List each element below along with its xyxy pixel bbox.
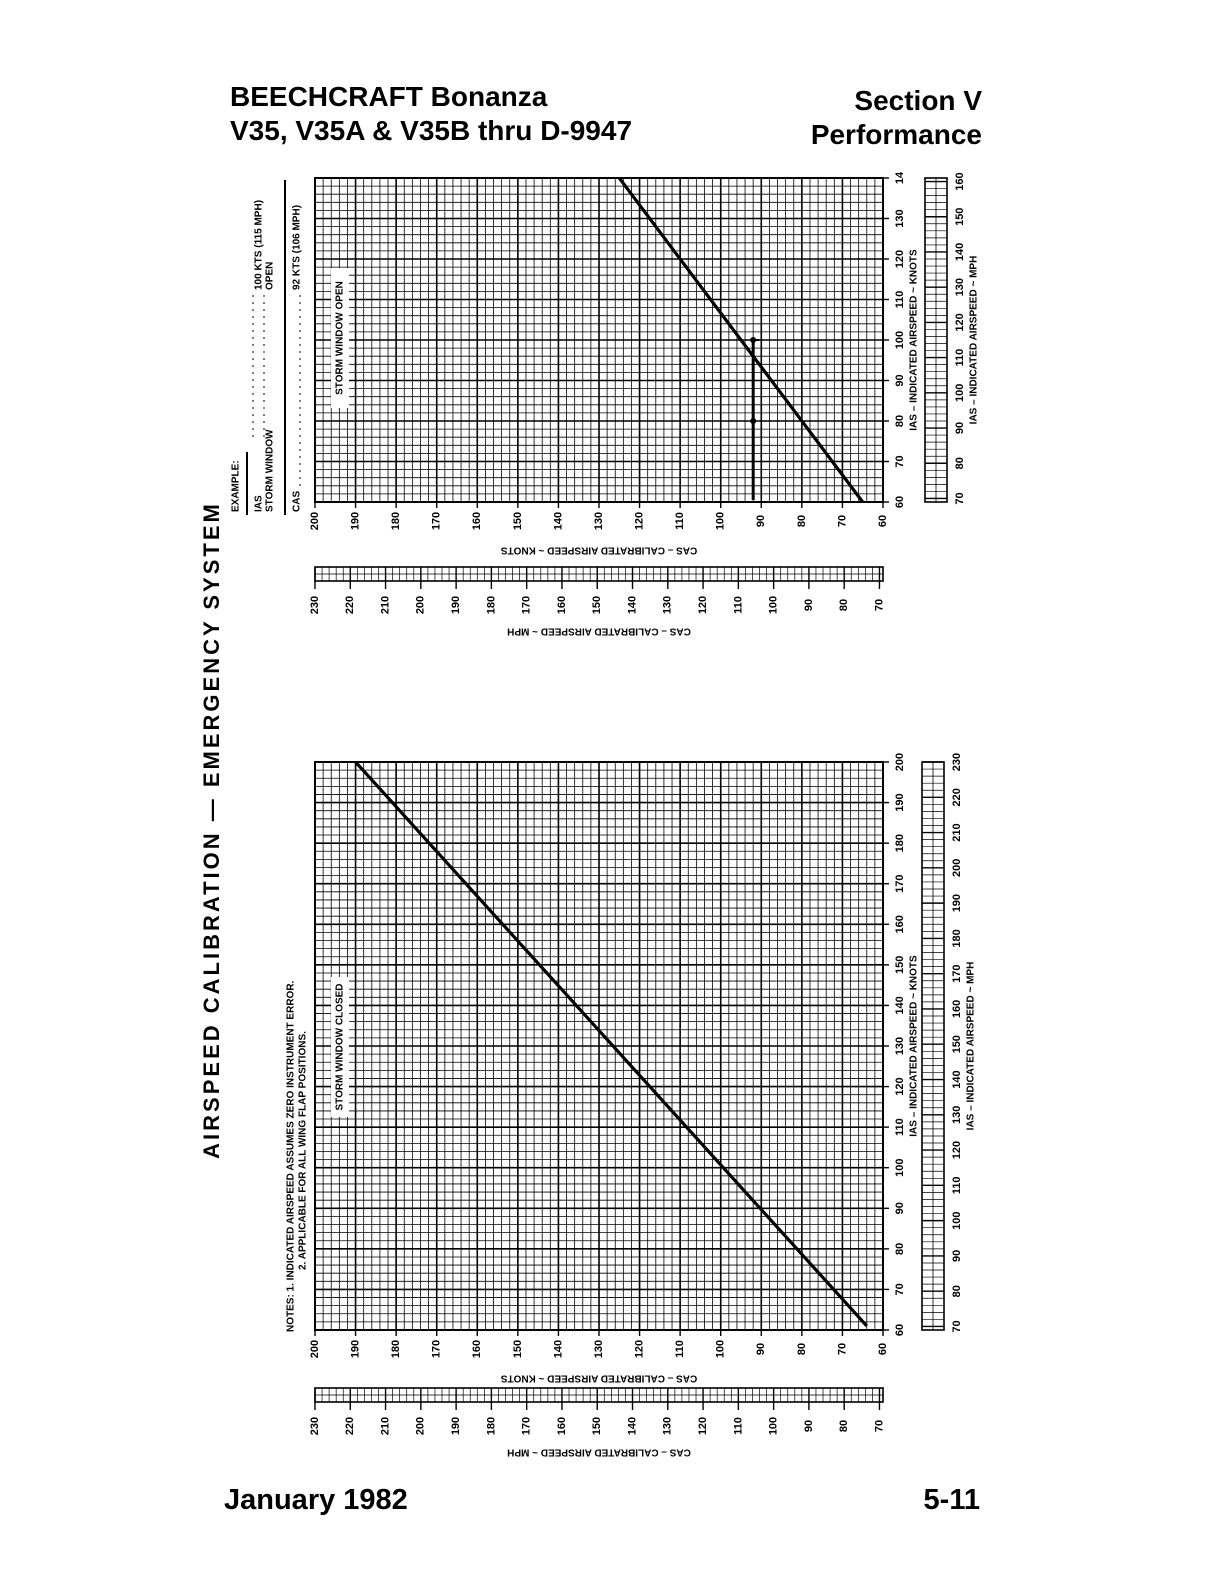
chart2-cas-mph-tick-label: 90 bbox=[802, 1419, 815, 1433]
chart2-cas-knots-tick-label: 130 bbox=[592, 1339, 605, 1359]
chart2-cas-knots-tick-label: 100 bbox=[714, 1339, 727, 1359]
chart1-cas-mph-tick-label: 230 bbox=[308, 595, 321, 615]
chart1-ias-mph-tick-label: 100 bbox=[953, 383, 966, 403]
chart2-ias-mph-tick-label: 230 bbox=[950, 752, 963, 772]
chart2-ias-mph-tick-label: 130 bbox=[950, 1105, 963, 1124]
chart1-cas-knots-tick-label: 60 bbox=[876, 514, 889, 528]
chart1-cas-mph-tick-label: 130 bbox=[661, 595, 674, 615]
chart1-cas-knots-tick-label: 120 bbox=[633, 511, 646, 531]
chart2-cas-mph-tick-label: 100 bbox=[767, 1416, 780, 1436]
chart-notes-line1: NOTES: 1. INDICATED AIRSPEED ASSUMES ZERO INSTRUMENT ERROR. bbox=[285, 980, 297, 1332]
chart2-ias-knots-tick-label: 120 bbox=[893, 1077, 906, 1096]
chart2-ias-knots-tick-label: 190 bbox=[893, 793, 906, 812]
example-point-marker bbox=[750, 337, 756, 343]
chart1-ias-mph-tick-label: 70 bbox=[953, 492, 966, 505]
chart2-cas-mph-tick-label: 220 bbox=[344, 1416, 357, 1436]
chart1-ias-mph-tick-label: 150 bbox=[953, 207, 966, 226]
footer-page-number: 5-11 bbox=[923, 1484, 980, 1516]
chart2-ias-knots-tick-label: 140 bbox=[893, 996, 906, 1015]
chart1-ias-knots-tick-label: 120 bbox=[893, 249, 906, 269]
chart2-cas-mph-tick-label: 180 bbox=[485, 1416, 498, 1436]
example-storm-label: STORM WINDOW bbox=[264, 429, 276, 512]
chart1-ias-mph-tick-label: 160 bbox=[953, 172, 966, 191]
chart2-ias-knots-tick-label: 150 bbox=[893, 955, 906, 975]
example-cas-value: 92 KTS (106 MPH) bbox=[291, 204, 303, 290]
chart1-cas-knots-tick-label: 180 bbox=[390, 511, 403, 531]
chart1-ias-knots-tick-label: 100 bbox=[893, 330, 906, 350]
chart2-cas-mph-tick-label: 190 bbox=[450, 1416, 463, 1436]
chart2-cas-mph-tick-label: 140 bbox=[626, 1416, 639, 1436]
example-arrow-marker bbox=[750, 418, 756, 424]
chart2-cas-knots-axis-label: CAS – CALIBRATED AIRSPEED ~ KNOTS bbox=[500, 1372, 698, 1384]
example-ias-label: IAS bbox=[253, 495, 265, 512]
chart1-ias-knots-axis-label: IAS – INDICATED AIRSPEED ~ KNOTS bbox=[908, 249, 920, 431]
chart1-ias-knots-tick-label: 70 bbox=[893, 455, 906, 468]
chart2-ias-mph-tick-label: 140 bbox=[950, 1070, 963, 1089]
chart2-ias-mph-tick-label: 180 bbox=[950, 929, 963, 948]
chart2-ias-mph-axis-label: IAS – INDICATED AIRSPEED ~ MPH bbox=[965, 961, 977, 1131]
chart1-cas-knots-tick-label: 130 bbox=[592, 511, 605, 531]
chart2-cas-mph-tick-label: 170 bbox=[520, 1416, 533, 1436]
chart1-cas-mph-tick-label: 200 bbox=[414, 595, 427, 615]
chart1-cas-mph-axis-label: CAS – CALIBRATED AIRSPEED ~ MPH bbox=[507, 625, 691, 637]
chart1-cas-mph-tick-label: 90 bbox=[802, 598, 815, 612]
chart1-cas-knots-tick-label: 140 bbox=[552, 511, 565, 531]
chart1-cas-knots-tick-label: 110 bbox=[674, 512, 687, 530]
chart2-ias-knots-tick-label: 60 bbox=[893, 1323, 906, 1337]
example-ias-value: 100 KTS (115 MPH) bbox=[253, 199, 265, 290]
chart1-ias-knots-tick-label: 130 bbox=[893, 209, 906, 228]
chart1-ias-mph-tick-label: 140 bbox=[953, 242, 966, 262]
chart1-cas-mph-tick-label: 210 bbox=[379, 595, 392, 615]
chart1-cas-knots-axis-label: CAS – CALIBRATED AIRSPEED ~ KNOTS bbox=[500, 544, 698, 556]
chart1-cas-knots-tick-label: 70 bbox=[836, 514, 849, 528]
chart2-cas-mph-tick-label: 120 bbox=[696, 1416, 709, 1436]
chart2-cas-mph-axis-label: CAS – CALIBRATED AIRSPEED ~ MPH bbox=[507, 1446, 691, 1458]
chart1-cas-mph-tick-label: 70 bbox=[873, 598, 886, 612]
chart1-ias-knots-tick-label: 90 bbox=[893, 374, 906, 387]
chart2-ias-knots-tick-label: 80 bbox=[893, 1242, 906, 1255]
chart2-cas-mph-tick-label: 130 bbox=[661, 1416, 674, 1436]
chart2-ias-mph-tick-label: 170 bbox=[950, 964, 963, 983]
chart1-cas-mph-tick-label: 100 bbox=[767, 595, 780, 615]
chart2-ias-mph-tick-label: 200 bbox=[950, 858, 963, 878]
chart2-cas-mph-tick-label: 70 bbox=[873, 1419, 886, 1433]
example-cas-label: CAS bbox=[291, 490, 303, 512]
chart1-cas-mph-tick-label: 180 bbox=[485, 595, 498, 615]
footer-date: January 1982 bbox=[224, 1484, 408, 1516]
chart1-ias-mph-tick-label: 120 bbox=[953, 313, 966, 332]
chart2-ias-mph-tick-label: 190 bbox=[950, 893, 963, 913]
chart2-cas-knots-tick-label: 200 bbox=[308, 1339, 321, 1359]
header-title-line1: BEECHCRAFT Bonanza bbox=[230, 81, 548, 112]
chart2-cas-mph-tick-label: 150 bbox=[591, 1416, 604, 1436]
chart2-cas-knots-tick-label: 160 bbox=[471, 1339, 484, 1359]
chart2-cas-knots-tick-label: 120 bbox=[633, 1339, 646, 1359]
chart1-cas-mph-tick-label: 170 bbox=[520, 595, 533, 615]
chart1-cas-mph-tick-label: 140 bbox=[626, 595, 639, 615]
chart1-ias-knots-tick-label: 14 bbox=[893, 171, 906, 185]
example-storm-value: OPEN bbox=[264, 261, 276, 290]
chart2-ias-mph-tick-label: 220 bbox=[950, 788, 963, 807]
chart1-cas-knots-tick-label: 190 bbox=[349, 511, 362, 531]
chart2-cas-mph-tick-label: 200 bbox=[414, 1416, 427, 1436]
chart2-ias-mph-tick-label: 210 bbox=[950, 823, 963, 842]
chart1-cas-knots-tick-label: 200 bbox=[308, 511, 321, 531]
chart2-cas-knots-tick-label: 80 bbox=[795, 1342, 808, 1356]
chart2-cas-knots-tick-label: 110 bbox=[674, 1340, 687, 1358]
chart2-ias-mph-tick-label: 120 bbox=[950, 1140, 963, 1160]
chart2-cas-mph-tick-label: 80 bbox=[838, 1419, 851, 1433]
chart1-ias-knots-tick-label: 60 bbox=[893, 495, 906, 509]
chart1-cas-knots-tick-label: 100 bbox=[714, 511, 727, 531]
chart1-cas-knots-tick-label: 160 bbox=[471, 511, 484, 531]
chart1-cas-knots-tick-label: 80 bbox=[795, 514, 808, 528]
chart2-ias-knots-tick-label: 180 bbox=[893, 833, 906, 853]
chart1-cas-mph-tick-label: 150 bbox=[591, 595, 604, 615]
chart1-cas-mph-tick-label: 160 bbox=[555, 595, 568, 615]
chart2-ias-knots-tick-label: 130 bbox=[893, 1036, 906, 1056]
chart2-cas-mph-tick-label: 160 bbox=[555, 1416, 568, 1436]
chart2-ias-knots-axis-label: IAS – INDICATED AIRSPEED ~ KNOTS bbox=[908, 955, 920, 1137]
chart2-cas-knots-tick-label: 190 bbox=[349, 1339, 362, 1359]
chart1-ias-mph-tick-label: 90 bbox=[953, 421, 966, 435]
chart2-ias-mph-tick-label: 80 bbox=[950, 1285, 963, 1298]
chart2-cas-knots-tick-label: 150 bbox=[511, 1339, 524, 1359]
chart2-ias-mph-tick-label: 160 bbox=[950, 999, 963, 1019]
chart2-cas-knots-tick-label: 70 bbox=[836, 1342, 849, 1356]
chart2-ias-mph-tick-label: 110 bbox=[950, 1176, 963, 1195]
chart2-cas-knots-tick-label: 60 bbox=[876, 1342, 889, 1356]
chart1-ias-knots-tick-label: 110 bbox=[893, 290, 906, 309]
chart2-ias-knots-tick-label: 200 bbox=[893, 752, 906, 772]
chart2-panel-label: STORM WINDOW CLOSED bbox=[334, 983, 346, 1111]
chart2-cas-knots-tick-label: 90 bbox=[755, 1342, 768, 1356]
chart2-ias-knots-tick-label: 110 bbox=[893, 1118, 906, 1137]
chart1-cas-mph-tick-label: 120 bbox=[696, 595, 709, 615]
chart1-cas-knots-tick-label: 150 bbox=[511, 511, 524, 531]
header-section-name: Performance bbox=[810, 119, 982, 150]
chart-notes-line2: 2. APPLICABLE FOR ALL WING FLAP POSITIONS. bbox=[297, 1031, 309, 1270]
chart2-cas-mph-tick-label: 210 bbox=[379, 1416, 392, 1436]
chart2-ias-knots-tick-label: 100 bbox=[893, 1158, 906, 1177]
header-title-line2: V35, V35A & V35B thru D-9947 bbox=[230, 115, 633, 146]
chart1-ias-mph-tick-label: 80 bbox=[953, 457, 966, 470]
chart2-ias-knots-tick-label: 170 bbox=[893, 874, 906, 893]
chart1-cas-mph-tick-label: 80 bbox=[838, 598, 851, 612]
chart1-cas-knots-tick-label: 90 bbox=[755, 514, 768, 528]
chart1-cas-mph-tick-label: 220 bbox=[344, 595, 357, 615]
chart2-cas-mph-tick-label: 110 bbox=[732, 1417, 745, 1435]
chart2-ias-mph-tick-label: 70 bbox=[950, 1320, 963, 1333]
chart1-cas-knots-tick-label: 170 bbox=[430, 511, 443, 531]
chart2-ias-mph-tick-label: 90 bbox=[950, 1249, 963, 1263]
chart1-ias-mph-tick-label: 130 bbox=[953, 277, 966, 297]
chart2-ias-knots-tick-label: 160 bbox=[893, 915, 906, 934]
example-title: EXAMPLE: bbox=[230, 460, 242, 512]
side-title: AIRSPEED CALIBRATION — EMERGENCY SYSTEM bbox=[199, 501, 224, 1159]
chart2-ias-mph-tick-label: 150 bbox=[950, 1035, 963, 1054]
chart1-ias-mph-axis-label: IAS – INDICATED AIRSPEED ~ MPH bbox=[968, 255, 980, 425]
chart2-cas-knots-tick-label: 180 bbox=[390, 1339, 403, 1359]
chart2-ias-knots-tick-label: 90 bbox=[893, 1202, 906, 1215]
chart2-cas-mph-tick-label: 230 bbox=[308, 1416, 321, 1436]
chart2-cas-knots-tick-label: 140 bbox=[552, 1339, 565, 1359]
chart2-ias-knots-tick-label: 70 bbox=[893, 1283, 906, 1296]
chart1-ias-knots-tick-label: 80 bbox=[893, 414, 906, 428]
chart1-ias-mph-tick-label: 110 bbox=[953, 348, 966, 367]
chart1-panel-label: STORM WINDOW OPEN bbox=[334, 281, 346, 395]
chart1-cas-mph-tick-label: 110 bbox=[732, 596, 745, 614]
chart2-ias-mph-tick-label: 100 bbox=[950, 1211, 963, 1230]
chart2-cas-knots-tick-label: 170 bbox=[430, 1339, 443, 1359]
chart1-cas-mph-tick-label: 190 bbox=[450, 595, 463, 615]
header-section: Section V bbox=[854, 85, 982, 116]
